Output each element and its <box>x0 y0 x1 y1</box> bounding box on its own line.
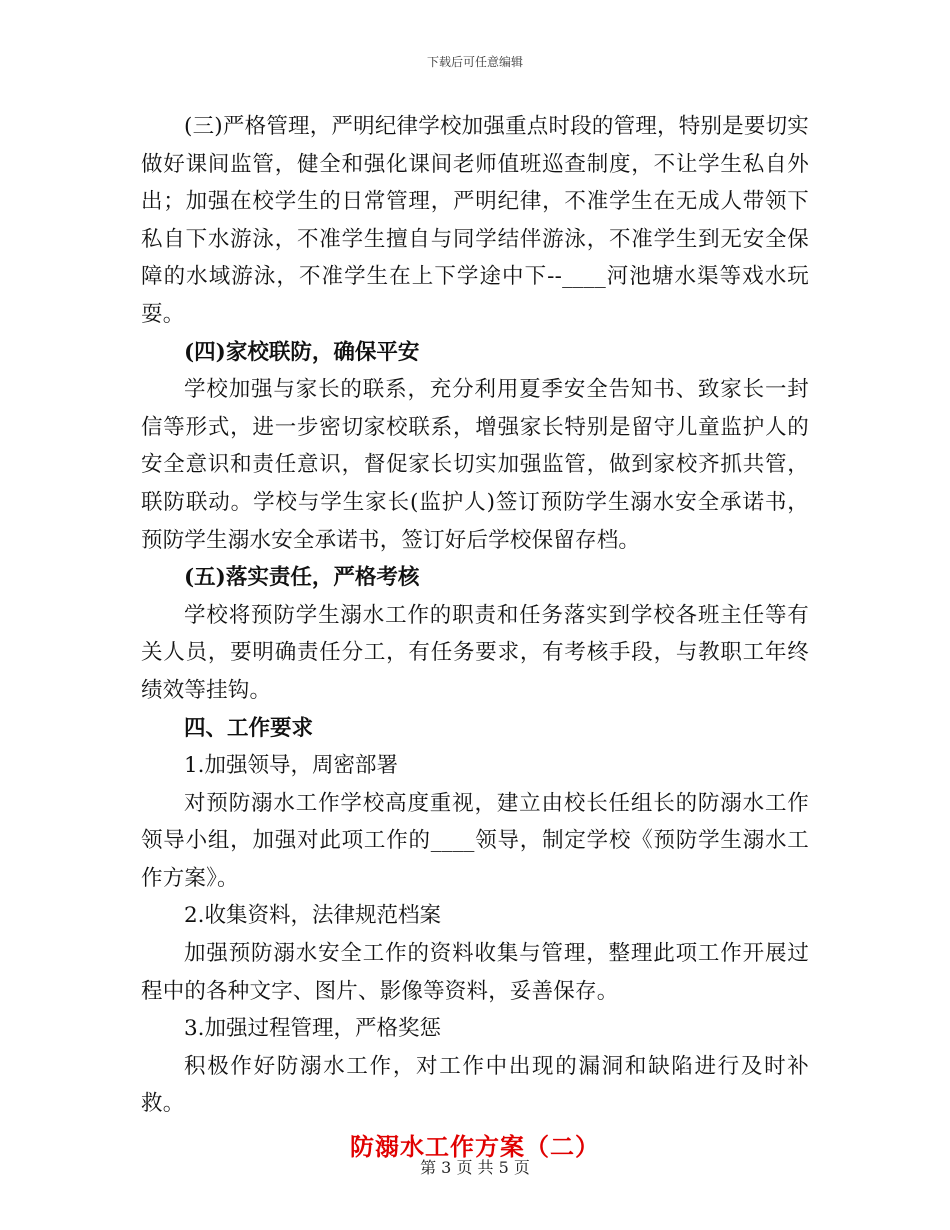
page-footer: 第 3 页 共 5 页 <box>420 1158 530 1177</box>
paragraph-process: 积极作好防溺水工作，对工作中出现的漏洞和缺陷进行及时补救。 <box>141 1053 809 1117</box>
next-section-title: 防溺水工作方案（二） <box>350 1132 600 1162</box>
paragraph-archives: 加强预防溺水安全工作的资料收集与管理，整理此项工作开展过程中的各种文字、图片、影像等资料，妥善保存。 <box>141 941 809 1004</box>
heading-home-school: (四)家校联防，确保平安 <box>184 339 420 365</box>
subheading-process: 3.加强过程管理，严格奖惩 <box>184 1016 442 1042</box>
subheading-archives: 2.收集资料，法律规范档案 <box>184 903 442 929</box>
paragraph-leadership: 对预防溺水工作学校高度重视，建立由校长任组长的防溺水工作领导小组，加强对此项工作的____领导，制定学校《预防学生溺水工作方案》。 <box>141 790 809 891</box>
paragraph-home-school: 学校加强与家长的联系，充分利用夏季安全告知书、致家长一封信等形式，进一步密切家校联系，增强家长特别是留守儿童监护人的安全意识和责任意识，督促家长切实加强监管，做到家校齐抓共管，联防联动。学校与学生家长(监护人)签订预防学生溺水安全承诺书，预防学生溺水安全承诺书，签订好后学校保留存档。 <box>141 377 809 553</box>
subheading-leadership: 1.加强领导，周密部署 <box>184 753 399 779</box>
document-body <box>141 108 809 1167</box>
paragraph-strict-management: (三)严格管理，严明纪律学校加强重点时段的管理，特别是要切实做好课间监管，健全和强化课间老师值班巡查制度，不让学生私自外出；加强在校学生的日常管理，严明纪律，不准学生在无成人带领下私自下水游泳，不准学生擅自与同学结伴游泳，不准学生到无安全保障的水域游泳，不准学生在上下学途中下--____河池塘水渠等戏水玩耍。 <box>141 114 809 327</box>
section-work-requirements: 四、工作要求 <box>184 715 314 741</box>
paragraph-responsibility: 学校将预防学生溺水工作的职责和任务落实到学校各班主任等有关人员，要明确责任分工，有任务要求，有考核手段，与教职工年终绩效等挂钩。 <box>141 602 809 703</box>
heading-responsibility: (五)落实责任，严格考核 <box>184 565 420 591</box>
page-header: 下载后可任意编辑 <box>426 55 523 69</box>
